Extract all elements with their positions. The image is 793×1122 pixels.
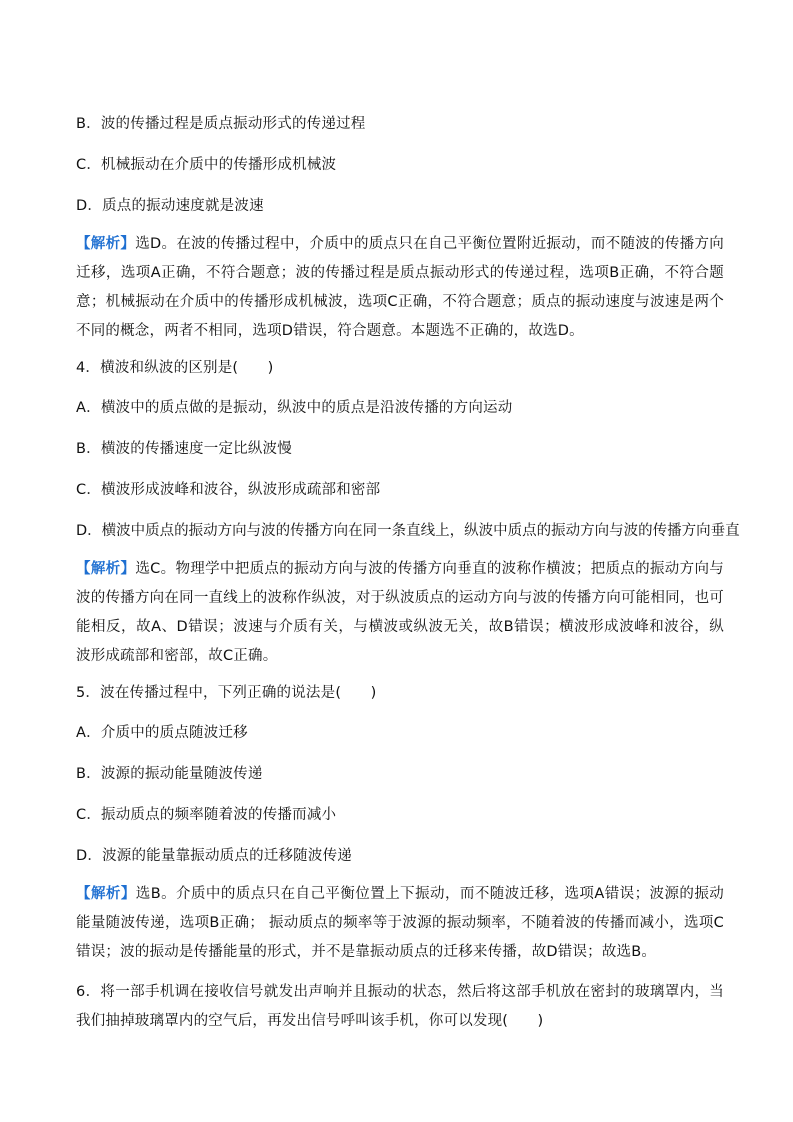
q5-option-a: A．介质中的质点随波迁移	[76, 725, 248, 741]
q3-option-b: B．波的传播过程是质点振动形式的传递过程	[76, 116, 366, 132]
q4-option-d: D．横波中质点的振动方向与波的传播方向在同一条直线上，纵波中质点的振动方向与波的传播方向垂直	[76, 523, 740, 539]
q6-stem: 6．将一部手机调在接收信号就发出声响并且振动的状态，然后将这部手机放在密封的玻璃罩内，当我们抽掉玻璃罩内的空气后，再发出信号呼叫该手机，你可以发现( )	[76, 984, 724, 1029]
analysis-tag: 【解析】	[76, 236, 136, 252]
q4-analysis	[76, 555, 724, 671]
q4-option-b: B．横波的传播速度一定比纵波慢	[76, 441, 292, 457]
analysis-text: 选D。在波的传播过程中，介质中的质点只在自己平衡位置附近振动，而不随波的传播方向迁移，选项A正确，不符合题意；波的传播过程是质点振动形式的传递过程，选项B正确，不符合题意；机械振动在介质中的传播形成机械波，选项C正确，不符合题意；质点的振动速度与波速是两个不同的概念，两者不相同，选项D错误，符合题意。本题选不正确的，故选D。	[76, 236, 724, 339]
analysis-tag: 【解析】	[76, 886, 136, 902]
q4-stem: 4．横波和纵波的区别是( )	[76, 360, 274, 376]
q3-option-d: D．质点的振动速度就是波速	[76, 198, 264, 214]
q5-option-c: C．振动质点的频率随着波的传播而减小	[76, 807, 337, 823]
q5-stem: 5．波在传播过程中，下列正确的说法是( )	[76, 685, 377, 701]
q4-option-c: C．横波形成波峰和波谷，纵波形成疏部和密部	[76, 482, 381, 498]
analysis-text: 选C。物理学中把质点的振动方向与波的传播方向垂直的波称作横波；把质点的振动方向与波的传播方向在同一直线上的波称作纵波，对于纵波质点的运动方向与波的传播方向可能相同，也可能相反，故A、D错误；波速与介质有关，与横波或纵波无关，故B错误；横波形成波峰和波谷，纵波形成疏部和密部，故C正确。	[76, 561, 724, 664]
q5-option-d: D．波源的能量靠振动质点的迁移随波传递	[76, 848, 352, 864]
q5-analysis	[76, 880, 724, 967]
q5-option-b: B．波源的振动能量随波传递	[76, 766, 263, 782]
q3-analysis	[76, 230, 724, 346]
analysis-text: 选B。介质中的质点只在自己平衡位置上下振动，而不随波迁移，选项A错误；波源的振动能量随波传递，选项B正确； 振动质点的频率等于波源的振动频率，不随着波的传播而减小，选项C错误；波的振动是传播能量的形式，并不是靠振动质点的迁移来传播，故D错误；故选B。	[76, 886, 724, 960]
q3-option-c: C．机械振动在介质中的传播形成机械波	[76, 157, 337, 173]
q4-option-a: A．横波中的质点做的是振动，纵波中的质点是沿波传播的方向运动	[76, 400, 513, 416]
analysis-tag: 【解析】	[76, 561, 136, 577]
